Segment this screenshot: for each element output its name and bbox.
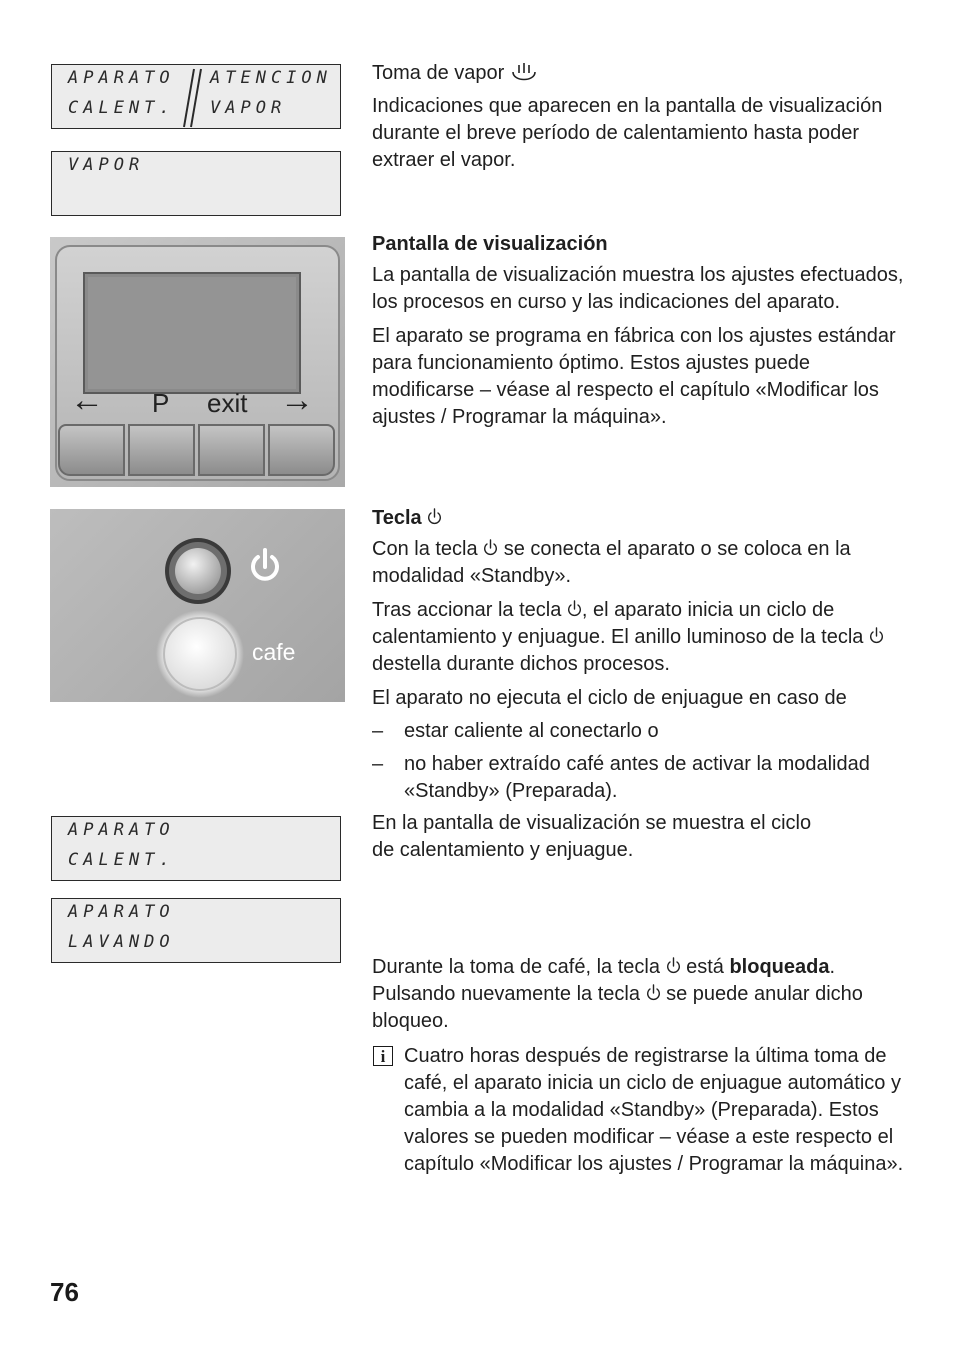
section-title bbox=[372, 231, 912, 258]
info-note bbox=[372, 1043, 912, 1178]
panel-button[interactable] bbox=[198, 424, 265, 476]
power-title: Tecla bbox=[372, 507, 422, 529]
section-title bbox=[372, 505, 912, 532]
display-panel-photo bbox=[50, 237, 345, 487]
lcd-line: VAPOR bbox=[68, 155, 145, 175]
lcd-line: APARATO bbox=[68, 68, 175, 88]
power-icon bbox=[869, 626, 884, 648]
lcd-line: APARATO bbox=[68, 902, 175, 922]
text: En la pantalla de visualización se muestra el ciclo bbox=[372, 812, 812, 834]
dash: – bbox=[372, 720, 384, 742]
exit-label: exit bbox=[207, 388, 248, 418]
p-label: P bbox=[152, 388, 170, 418]
power-button-photo bbox=[50, 509, 345, 702]
note-text: Cuatro horas después de registrarse la última toma de café, el aparato inicia un ciclo de enjuague automático y cambia a la modalidad «Standby» (Preparada). Estos valores se pueden modificar – véase a este respecto el capítulo «Modificar los ajustes / Programar la máquina». bbox=[404, 1045, 904, 1175]
text: se conecta el aparato o se coloca en la modalidad «Standby». bbox=[372, 538, 851, 587]
display-title: Pantalla de visualización bbox=[372, 233, 608, 255]
text: Pulsando nuevamente la tecla bbox=[372, 983, 640, 1005]
steam-icon bbox=[510, 62, 538, 86]
lcd-rinsing bbox=[51, 898, 341, 963]
dash: – bbox=[372, 753, 384, 775]
bold-text: bloqueada bbox=[729, 956, 830, 978]
alternating-slash-icon bbox=[180, 67, 206, 129]
text: Tras accionar la tecla bbox=[372, 599, 562, 621]
power-icon bbox=[483, 538, 498, 560]
text: destella durante dichos procesos. bbox=[372, 653, 670, 675]
list-item bbox=[372, 718, 912, 745]
text: . bbox=[829, 956, 836, 978]
lcd-line: VAPOR bbox=[210, 98, 287, 118]
power-icon bbox=[427, 507, 442, 529]
section-title bbox=[372, 60, 912, 87]
section-locked bbox=[372, 954, 912, 1178]
section-display bbox=[372, 231, 912, 431]
arrow-right-icon: → bbox=[280, 381, 314, 419]
list-item bbox=[372, 751, 912, 805]
lcd-line: LAVANDO bbox=[68, 932, 175, 952]
list-item-text: no haber extraído café antes de activar la modalidad «Standby» (Preparada). bbox=[404, 753, 870, 802]
text: está bbox=[686, 956, 724, 978]
info-icon: i bbox=[373, 1046, 393, 1066]
paragraph bbox=[372, 954, 912, 1035]
panel-button[interactable] bbox=[58, 424, 125, 476]
lcd-steam-heating bbox=[51, 64, 341, 129]
paragraph bbox=[372, 810, 912, 864]
list-item-text: estar caliente al conectarlo o bbox=[404, 720, 659, 742]
lcd-line: CALENT. bbox=[68, 850, 175, 870]
text: Con la tecla bbox=[372, 538, 478, 560]
power-icon bbox=[666, 956, 681, 978]
power-icon bbox=[567, 599, 582, 621]
panel-button[interactable] bbox=[268, 424, 335, 476]
text: de calentamiento y enjuague. bbox=[372, 839, 634, 861]
paragraph: La pantalla de visualización muestra los ajustes efectuados, los procesos en curso y las indicaciones del aparato. bbox=[372, 264, 904, 313]
text: Durante la toma de café, la tecla bbox=[372, 956, 660, 978]
page-number: 76 bbox=[50, 1277, 79, 1307]
paragraph bbox=[372, 536, 912, 590]
steam-title: Toma de vapor bbox=[372, 62, 505, 84]
section-power bbox=[372, 505, 912, 864]
text: se puede anular dicho bloqueo. bbox=[372, 983, 863, 1032]
lcd-steam bbox=[51, 151, 341, 216]
text: , el aparato inicia un ciclo de calentamiento y enjuague. El anillo luminoso de la tecla bbox=[372, 599, 864, 648]
power-icon bbox=[248, 545, 282, 585]
paragraph: El aparato no ejecuta el ciclo de enjuague en caso de bbox=[372, 687, 847, 709]
lcd-heating bbox=[51, 816, 341, 881]
section-steam bbox=[372, 60, 912, 174]
lcd-line: APARATO bbox=[68, 820, 175, 840]
power-icon bbox=[646, 983, 661, 1005]
lcd-line: ATENCION bbox=[210, 68, 332, 88]
lcd-line: CALENT. bbox=[68, 98, 175, 118]
cafe-label: cafe bbox=[252, 639, 296, 665]
panel-button[interactable] bbox=[128, 424, 195, 476]
paragraph: El aparato se programa en fábrica con los ajustes estándar para funcionamiento óptimo. Estos ajustes puede modificarse – véase al respecto el capítulo «Modificar los ajustes / Programar la máquina». bbox=[372, 325, 896, 428]
arrow-left-icon: ← bbox=[70, 381, 104, 419]
paragraph bbox=[372, 597, 912, 678]
paragraph: Indicaciones que aparecen en la pantalla de visualización durante el breve período de calentamiento hasta poder extraer el vapor. bbox=[372, 95, 883, 171]
